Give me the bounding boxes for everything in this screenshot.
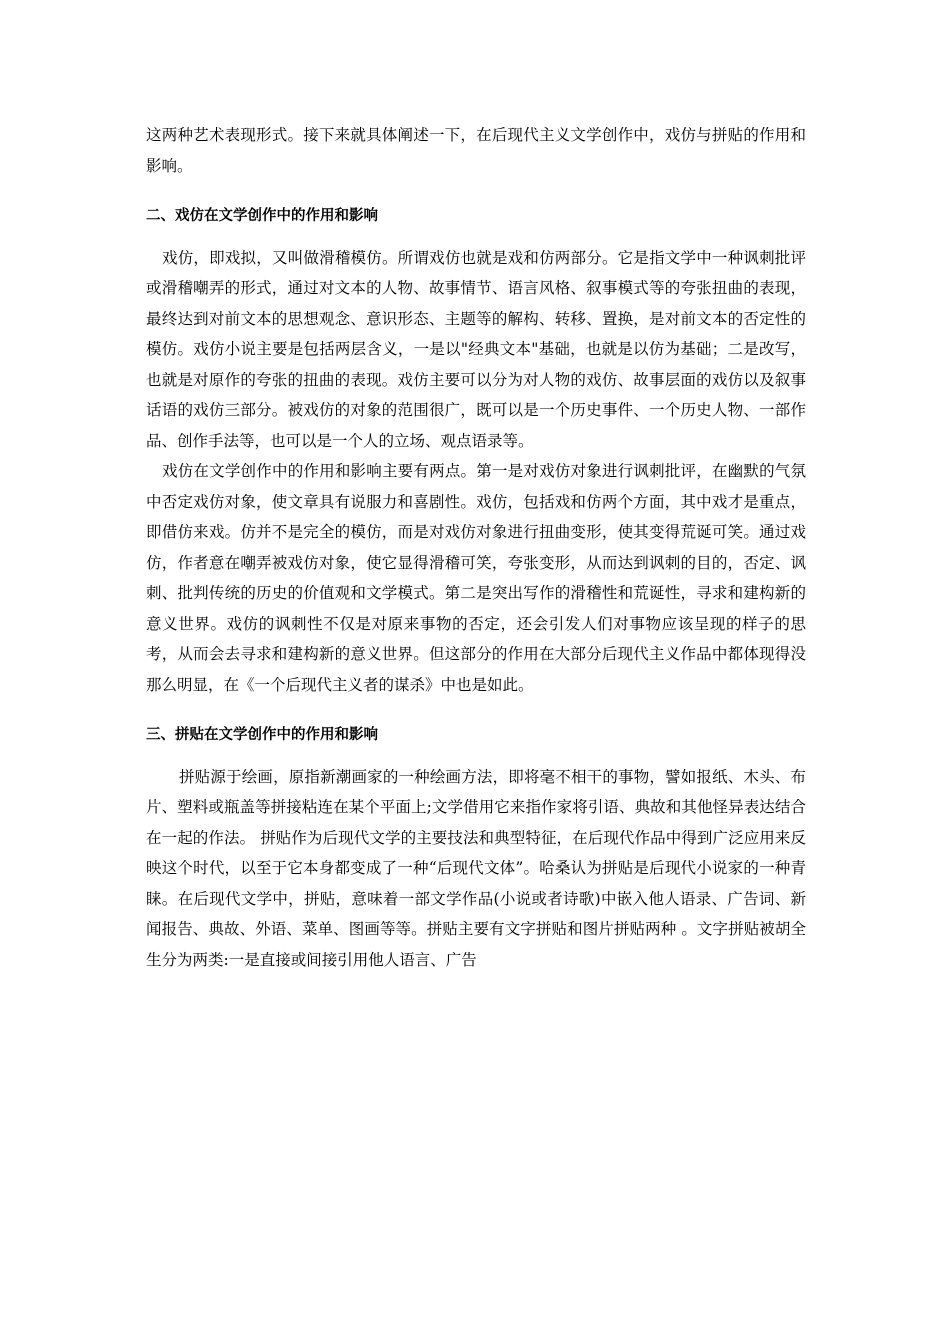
document-page xyxy=(146,120,806,975)
section-3-heading: 三、拼贴在文学创作中的作用和影响 xyxy=(146,727,378,743)
collage-paragraph: 拼贴源于绘画，原指新潮画家的一种绘画方法，即将毫不相干的事物，譬如报纸、木头、布片、塑料或瓶盖等拼接粘连在某个平面上;文学借用它来指作家将引语、典故和其他怪异表达结合在一起的作法。 拼贴作为后现代文学的主要技法和典型特征，在后现代作品中得到广泛应用来反映这个时代，以至于它本身都变成了一种“后现代文体”。哈桑认为拼贴是后现代小说家的一种青睐。在后现代文学中，拼贴，意味着一部文学作品(小说或者诗歌)中嵌入他人语录、广告词、新闻报告、典故、外语、菜单、图画等等。拼贴主要有文字拼贴和图片拼贴两种 。文字拼贴被胡全生分为两类:一是直接或间接引用他人语言、广告 xyxy=(146,767,806,969)
section-2-heading: 二、戏仿在文学创作中的作用和影响 xyxy=(146,208,378,224)
parody-effect-paragraph: 戏仿在文学创作中的作用和影响主要有两点。第一是对戏仿对象进行讽刺批评，在幽默的气氛中否定戏仿对象，使文章具有说服力和喜剧性。戏仿，包括戏和仿两个方面，其中戏才是重点，即借仿来戏。仿并不是完全的模仿，而是对戏仿对象进行扭曲变形，使其变得荒诞可笑。通过戏仿，作者意在嘲弄被戏仿对象，使它显得滑稽可笑，夸张变形，从而达到讽刺的目的，否定、讽刺、批判传统的历史的价值观和文学模式。第二是突出写作的滑稽性和荒诞性，寻求和建构新的意义世界。戏仿的讽刺性不仅是对原来事物的否定，还会引发人们对事物应该呈现的样子的思考，从而会去寻求和建构新的意义世界。但这部分的作用在大部分后现代主义作品中都体现得没那么明显，在《一个后现代主义者的谋杀》中也是如此。 xyxy=(146,462,806,694)
parody-definition-paragraph: 戏仿，即戏拟，又叫做滑稽模仿。所谓戏仿也就是戏和仿两部分。它是指文学中一种讽刺批评或滑稽嘲弄的形式，通过对文本的人物、故事情节、语言风格、叙事模式等的夸张扭曲的表现，最终达到对前文本的思想观念、意识形态、主题等的解构、转移、置换，是对前文本的否定性的模仿。戏仿小说主要是包括两层含义，一是以"经典文本"基础，也就是以仿为基础；二是改写，也就是对原作的夸张的扭曲的表现。戏仿主要可以分为对人物的戏仿、故事层面的戏仿以及叙事话语的戏仿三部分。被戏仿的对象的范围很广，既可以是一个历史事件、一个历史人物、一部作品、创作手法等，也可以是一个人的立场、观点语录等。 xyxy=(146,248,806,450)
intro-paragraph: 这两种艺术表现形式。接下来就具体阐述一下，在后现代主义文学创作中，戏仿与拼贴的作用和影响。 xyxy=(146,126,806,175)
